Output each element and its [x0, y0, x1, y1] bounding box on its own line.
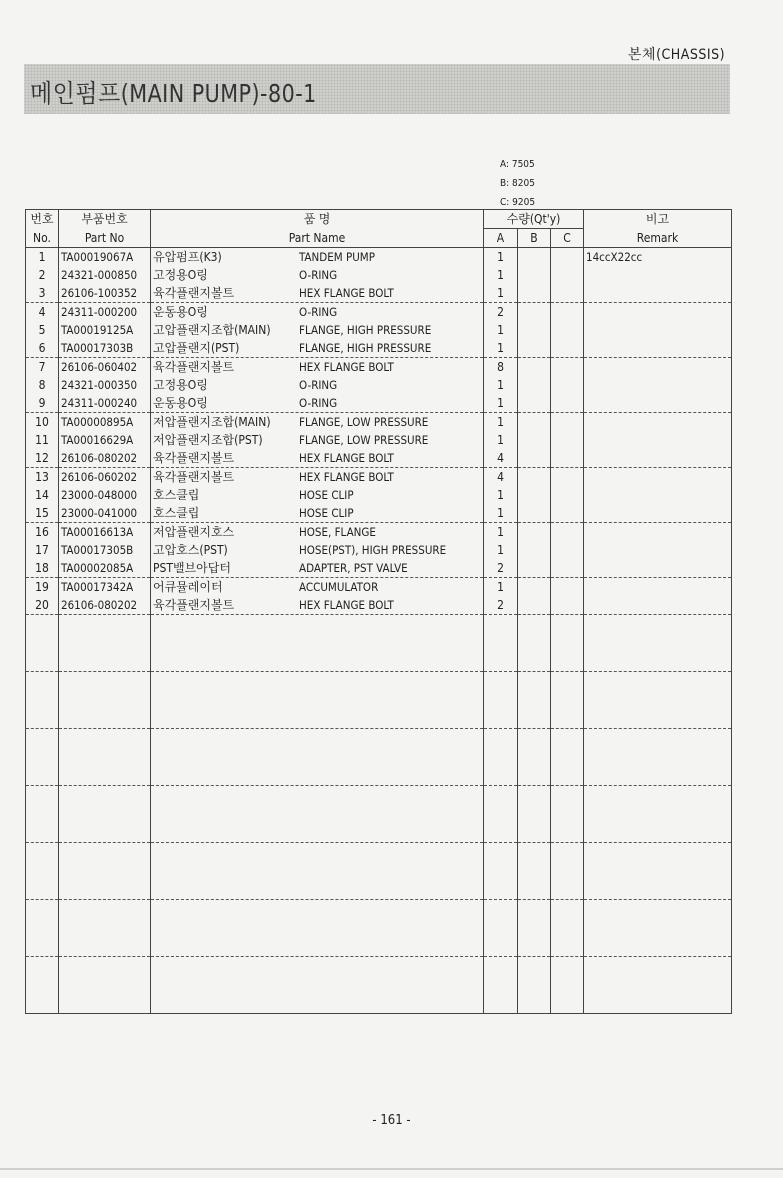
row-name-ko: 고압플랜지(PST) [153, 341, 240, 355]
row-part-no: TA00019125A [59, 321, 151, 339]
row-qty-b [518, 431, 551, 449]
row-name-en: FLANGE, LOW PRESSURE [299, 433, 429, 447]
row-remark [584, 358, 732, 377]
row-name-en: FLANGE, LOW PRESSURE [299, 415, 429, 429]
table-row [26, 541, 732, 559]
table-row [26, 284, 732, 303]
row-qty-c [551, 376, 584, 394]
row-part-no: TA00002085A [59, 559, 151, 578]
row-name-en: ADAPTER, PST VALVE [299, 561, 408, 575]
row-qty-c [551, 559, 584, 578]
row-name-ko: 고압호스(PST) [153, 543, 228, 557]
row-qty-a: 1 [484, 376, 518, 394]
row-qty-c [551, 504, 584, 523]
header-part-name: 품 명 [151, 210, 484, 229]
row-part-no: TA00019067A [59, 248, 151, 267]
row-remark [584, 449, 732, 468]
table-row [26, 321, 732, 339]
row-name-ko: 육각플랜지볼트 [153, 360, 235, 374]
row-qty-c [551, 486, 584, 504]
row-name-ko: 호스클립 [153, 506, 200, 520]
row-part-no: 24321-000850 [59, 266, 151, 284]
parts-table [25, 209, 732, 1014]
table-row [26, 303, 732, 322]
row-qty-a: 1 [484, 504, 518, 523]
row-part-no: TA00017342A [59, 578, 151, 597]
table-row [26, 449, 732, 468]
row-name-en: TANDEM PUMP [299, 250, 375, 264]
row-part-no: 24311-000240 [59, 394, 151, 413]
row-part-name [151, 248, 484, 267]
row-part-no: 26106-060202 [59, 468, 151, 487]
row-part-no: 23000-041000 [59, 504, 151, 523]
row-qty-b [518, 504, 551, 523]
row-no: 14 [26, 486, 59, 504]
table-row-blank [26, 843, 732, 900]
row-qty-a: 1 [484, 284, 518, 303]
row-qty-b [518, 248, 551, 267]
row-part-name [151, 486, 484, 504]
table-row-blank [26, 615, 732, 672]
row-remark [584, 486, 732, 504]
header-row-korean [26, 210, 732, 229]
row-remark [584, 284, 732, 303]
table-row [26, 578, 732, 597]
row-no: 5 [26, 321, 59, 339]
row-remark [584, 559, 732, 578]
row-no: 2 [26, 266, 59, 284]
row-qty-b [518, 541, 551, 559]
row-part-name [151, 376, 484, 394]
row-qty-a: 2 [484, 559, 518, 578]
row-remark [584, 596, 732, 614]
row-qty-b [518, 284, 551, 303]
row-no: 18 [26, 559, 59, 578]
row-qty-c [551, 248, 584, 267]
row-qty-a: 1 [484, 339, 518, 358]
row-name-ko: 고정용O링 [153, 378, 208, 392]
header-row-english [26, 229, 732, 248]
row-qty-a: 1 [484, 541, 518, 559]
row-qty-a: 1 [484, 321, 518, 339]
row-qty-c [551, 321, 584, 339]
table-row [26, 431, 732, 449]
row-name-en: HEX FLANGE BOLT [299, 286, 394, 300]
row-remark [584, 266, 732, 284]
row-qty-b [518, 486, 551, 504]
model-a: A: 7505 [500, 159, 535, 170]
row-name-en: O-RING [299, 378, 338, 392]
row-name-en: HOSE CLIP [299, 506, 354, 520]
row-part-no: TA00000895A [59, 413, 151, 432]
row-part-no: 26106-080202 [59, 449, 151, 468]
row-qty-a: 4 [484, 468, 518, 487]
row-name-en: HOSE CLIP [299, 488, 354, 502]
row-qty-b [518, 376, 551, 394]
row-no: 17 [26, 541, 59, 559]
row-name-en: FLANGE, HIGH PRESSURE [299, 341, 432, 355]
row-qty-c [551, 303, 584, 322]
row-name-en: HEX FLANGE BOLT [299, 451, 394, 465]
row-name-en: O-RING [299, 268, 338, 282]
row-no: 13 [26, 468, 59, 487]
row-qty-c [551, 413, 584, 432]
row-qty-b [518, 358, 551, 377]
table-row [26, 559, 732, 578]
row-qty-c [551, 358, 584, 377]
table-row [26, 394, 732, 413]
row-part-no: 26106-080202 [59, 596, 151, 614]
row-part-no: TA00017305B [59, 541, 151, 559]
table-row [26, 376, 732, 394]
row-qty-a: 1 [484, 523, 518, 542]
row-qty-c [551, 596, 584, 614]
row-qty-a: 2 [484, 596, 518, 614]
row-remark [584, 468, 732, 487]
row-part-name [151, 266, 484, 284]
row-no: 19 [26, 578, 59, 597]
model-b: B: 8205 [500, 178, 535, 189]
row-name-ko: 저압플랜지조합(MAIN) [153, 415, 271, 429]
row-remark [584, 504, 732, 523]
row-qty-c [551, 284, 584, 303]
row-no: 9 [26, 394, 59, 413]
row-part-no: TA00016613A [59, 523, 151, 542]
page-bottom-edge [0, 1168, 783, 1170]
row-remark [584, 431, 732, 449]
row-name-en: ACCUMULATOR [299, 580, 379, 594]
row-qty-c [551, 266, 584, 284]
row-name-ko: 저압플랜지조합(PST) [153, 433, 263, 447]
row-qty-a: 4 [484, 449, 518, 468]
row-part-no: 24311-000200 [59, 303, 151, 322]
header-qty-b: B [518, 229, 551, 248]
table-row [26, 413, 732, 432]
header-remark-en: Remark [584, 229, 732, 248]
row-part-no: 24321-000350 [59, 376, 151, 394]
row-name-en: HEX FLANGE BOLT [299, 598, 394, 612]
row-qty-b [518, 559, 551, 578]
model-c: C: 9205 [500, 197, 536, 208]
row-name-en: HEX FLANGE BOLT [299, 470, 394, 484]
row-name-en: HEX FLANGE BOLT [299, 360, 394, 374]
row-qty-b [518, 468, 551, 487]
row-part-name [151, 321, 484, 339]
row-qty-b [518, 449, 551, 468]
row-remark [584, 394, 732, 413]
row-part-name [151, 523, 484, 542]
table-row-blank [26, 672, 732, 729]
row-name-ko: PST밸브아답터 [153, 561, 231, 575]
row-qty-c [551, 468, 584, 487]
table-row [26, 339, 732, 358]
row-name-ko: 호스클립 [153, 488, 200, 502]
row-qty-b [518, 413, 551, 432]
row-part-name [151, 596, 484, 614]
row-no: 15 [26, 504, 59, 523]
row-qty-c [551, 578, 584, 597]
row-qty-c [551, 339, 584, 358]
row-part-name [151, 449, 484, 468]
row-name-ko: 어큐뮬레이터 [153, 580, 223, 594]
row-part-no: 26106-060402 [59, 358, 151, 377]
row-no: 11 [26, 431, 59, 449]
row-qty-b [518, 394, 551, 413]
row-part-no: 26106-100352 [59, 284, 151, 303]
row-part-name [151, 578, 484, 597]
row-no: 8 [26, 376, 59, 394]
row-remark [584, 321, 732, 339]
row-name-en: HOSE, FLANGE [299, 525, 376, 539]
row-no: 7 [26, 358, 59, 377]
row-qty-a: 2 [484, 303, 518, 322]
row-remark [584, 523, 732, 542]
row-remark [584, 578, 732, 597]
header-no-en: No. [26, 229, 59, 248]
header-remark: 비고 [584, 210, 732, 229]
row-qty-b [518, 523, 551, 542]
row-no: 20 [26, 596, 59, 614]
row-part-name [151, 541, 484, 559]
row-part-no: 23000-048000 [59, 486, 151, 504]
row-qty-c [551, 431, 584, 449]
table-row [26, 468, 732, 487]
table-row [26, 358, 732, 377]
row-part-name [151, 284, 484, 303]
row-qty-c [551, 541, 584, 559]
row-qty-a: 1 [484, 248, 518, 267]
row-qty-a: 1 [484, 431, 518, 449]
row-part-name [151, 339, 484, 358]
table-row-blank [26, 729, 732, 786]
row-name-en: FLANGE, HIGH PRESSURE [299, 323, 432, 337]
row-name-ko: 육각플랜지볼트 [153, 598, 235, 612]
row-name-ko: 저압플랜지호스 [153, 525, 235, 539]
row-name-ko: 육각플랜지볼트 [153, 286, 235, 300]
row-qty-a: 1 [484, 394, 518, 413]
row-qty-c [551, 394, 584, 413]
row-qty-b [518, 339, 551, 358]
header-part-no: 부품번호 [59, 210, 151, 229]
row-part-no: TA00017303B [59, 339, 151, 358]
row-name-en: HOSE(PST), HIGH PRESSURE [299, 543, 447, 557]
row-qty-b [518, 266, 551, 284]
row-no: 10 [26, 413, 59, 432]
row-remark [584, 413, 732, 432]
row-name-ko: 육각플랜지볼트 [153, 470, 235, 484]
table-row-blank [26, 900, 732, 957]
table-row-blank [26, 957, 732, 1014]
row-name-ko: 고압플랜지조합(MAIN) [153, 323, 271, 337]
row-no: 3 [26, 284, 59, 303]
row-qty-c [551, 523, 584, 542]
row-no: 4 [26, 303, 59, 322]
row-no: 1 [26, 248, 59, 267]
row-no: 16 [26, 523, 59, 542]
header-qty-a: A [484, 229, 518, 248]
row-qty-b [518, 596, 551, 614]
row-part-no: TA00016629A [59, 431, 151, 449]
row-name-ko: 운동용O링 [153, 396, 208, 410]
row-name-ko: 운동용O링 [153, 305, 208, 319]
row-part-name [151, 468, 484, 487]
row-part-name [151, 431, 484, 449]
page-title: 메인펌프(MAIN PUMP)-80-1 [30, 79, 317, 108]
row-qty-b [518, 578, 551, 597]
row-qty-a: 1 [484, 486, 518, 504]
header-no: 번호 [26, 210, 59, 229]
row-qty-a: 1 [484, 266, 518, 284]
row-qty-a: 1 [484, 413, 518, 432]
table-row [26, 248, 732, 267]
row-part-name [151, 559, 484, 578]
row-part-name [151, 303, 484, 322]
row-no: 12 [26, 449, 59, 468]
page-number: - 161 - [372, 1113, 411, 1128]
row-part-name [151, 413, 484, 432]
table-row [26, 504, 732, 523]
row-part-name [151, 358, 484, 377]
row-name-en: O-RING [299, 396, 338, 410]
row-remark [584, 303, 732, 322]
table-row [26, 523, 732, 542]
row-part-name [151, 394, 484, 413]
model-legend [500, 155, 535, 212]
row-remark: 14ccX22cc [584, 248, 732, 267]
row-remark [584, 376, 732, 394]
row-qty-c [551, 449, 584, 468]
row-remark [584, 339, 732, 358]
table-row [26, 266, 732, 284]
row-no: 6 [26, 339, 59, 358]
table-row [26, 596, 732, 614]
row-qty-b [518, 303, 551, 322]
row-qty-a: 8 [484, 358, 518, 377]
row-qty-a: 1 [484, 578, 518, 597]
row-part-name [151, 504, 484, 523]
row-qty-b [518, 321, 551, 339]
header-part-name-en: Part Name [151, 229, 484, 248]
table-row [26, 486, 732, 504]
row-remark [584, 541, 732, 559]
row-name-ko: 유압펌프(K3) [153, 250, 222, 264]
header-part-no-en: Part No [59, 229, 151, 248]
header-qty-c: C [551, 229, 584, 248]
header-qty: 수량(Qt'y) [484, 210, 584, 229]
row-name-ko: 고정용O링 [153, 268, 208, 282]
section-label: 본체(CHASSIS) [628, 47, 725, 63]
table-row-blank [26, 786, 732, 843]
row-name-ko: 육각플랜지볼트 [153, 451, 235, 465]
row-name-en: O-RING [299, 305, 338, 319]
